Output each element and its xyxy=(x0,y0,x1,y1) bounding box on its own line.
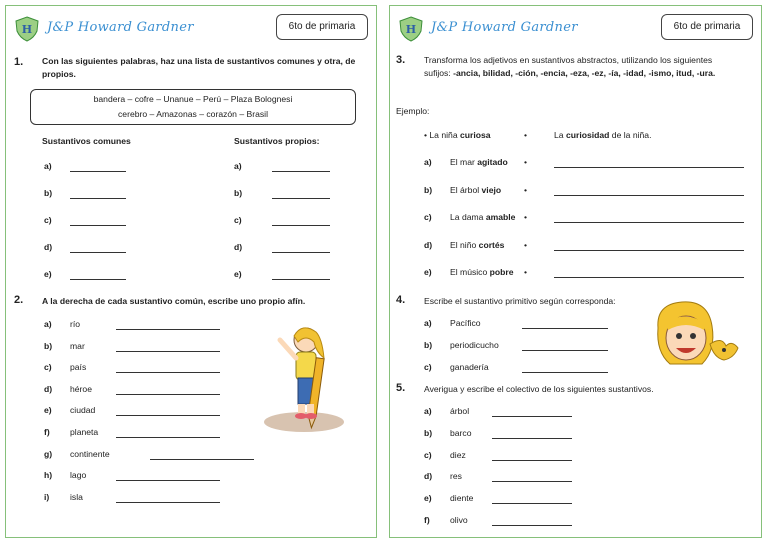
item-letter: d) xyxy=(44,383,53,394)
answer-row-common xyxy=(44,242,144,256)
item-letter: c) xyxy=(424,449,432,460)
logo-shield-icon xyxy=(14,16,40,42)
column-header-proper: Sustantivos propios: xyxy=(234,136,320,146)
bullet-icon: • xyxy=(524,239,528,250)
answer-row-common xyxy=(44,188,144,202)
question-prompt: Escribe el sustantivo primitivo según corresponda: xyxy=(424,296,616,306)
item-word: res xyxy=(450,471,462,482)
example-right-noun: curiosidad xyxy=(565,130,610,140)
answer-row xyxy=(44,405,264,419)
worksheet-page-left xyxy=(5,5,377,538)
answer-blank[interactable] xyxy=(150,459,254,460)
answer-row xyxy=(44,384,264,398)
item-word: diente xyxy=(450,493,474,504)
item-letter: a) xyxy=(44,319,52,329)
question-prompt-line: Transforma los adjetivos en sustantivos abstractos, utilizando los siguientes xyxy=(424,55,713,65)
example-left: • La niña curiosa xyxy=(424,130,491,140)
question-number: 5. xyxy=(396,382,406,394)
item-word: continente xyxy=(70,448,110,459)
answer-blank[interactable] xyxy=(554,222,744,223)
answer-blank[interactable] xyxy=(70,198,126,199)
answer-row-proper xyxy=(234,161,344,175)
answer-row-common xyxy=(44,269,144,283)
answer-row-proper xyxy=(234,188,344,202)
item-word: país xyxy=(70,362,87,373)
item-letter: b) xyxy=(424,427,433,438)
item-letter: b) xyxy=(424,340,433,350)
item-letter: e) xyxy=(424,267,432,277)
answer-row xyxy=(424,318,644,332)
item-letter: h) xyxy=(44,470,53,481)
example-left-adjective: curiosa xyxy=(460,130,491,140)
answer-blank[interactable] xyxy=(272,198,330,199)
item-phrase xyxy=(450,267,514,277)
answer-row xyxy=(44,449,264,463)
answer-blank[interactable] xyxy=(116,394,220,395)
item-letter: c) xyxy=(424,212,432,222)
answer-blank[interactable] xyxy=(116,502,220,503)
item-word: lago xyxy=(70,470,87,481)
brand-name: J&P Howard Gardner xyxy=(431,20,578,35)
prompt-prefix: sufijos: xyxy=(424,68,454,78)
item-word: héroe xyxy=(70,383,92,394)
item-phrase-text: El árbol xyxy=(450,184,482,195)
item-phrase-text: El mar xyxy=(450,157,478,167)
answer-row xyxy=(424,267,754,281)
answer-blank[interactable] xyxy=(272,171,330,172)
item-letter: a) xyxy=(234,161,242,171)
item-letter: c) xyxy=(44,362,52,373)
bullet-icon: • xyxy=(524,212,528,222)
answer-row xyxy=(424,406,624,420)
answer-blank[interactable] xyxy=(522,372,608,373)
answer-row xyxy=(424,428,624,442)
item-word: ciudad xyxy=(70,405,96,416)
bullet-icon: • xyxy=(524,184,528,195)
item-phrase-text: El niño xyxy=(450,239,479,250)
item-letter: d) xyxy=(424,471,433,482)
page-header xyxy=(398,14,753,44)
answer-row xyxy=(424,362,644,376)
item-letter: b) xyxy=(44,188,53,198)
answer-row-proper xyxy=(234,242,344,256)
item-letter: b) xyxy=(424,184,433,195)
item-letter: a) xyxy=(424,157,432,167)
answer-row xyxy=(424,450,624,464)
item-word: periodicucho xyxy=(450,340,499,350)
example-label: Ejemplo: xyxy=(396,106,430,116)
item-adjective: agitado xyxy=(477,157,508,167)
question-prompt: Averigua y escribe el colectivo de los siguientes sustantivos. xyxy=(424,384,654,394)
answer-blank[interactable] xyxy=(116,372,220,373)
logo-shield-icon xyxy=(398,16,424,42)
item-phrase xyxy=(450,240,504,250)
answer-row-proper xyxy=(234,215,344,229)
answer-row xyxy=(44,362,264,376)
svg-text:H: H xyxy=(21,23,33,36)
word-bank-line: cerebro – Amazonas – corazón – Brasil xyxy=(118,109,268,119)
item-word: olivo xyxy=(450,515,468,525)
answer-blank[interactable] xyxy=(116,415,220,416)
svg-text:H: H xyxy=(405,23,417,36)
item-adjective: viejo xyxy=(481,184,502,195)
item-letter: a) xyxy=(44,161,52,171)
bullet-icon: • xyxy=(524,130,528,140)
item-letter: d) xyxy=(234,242,243,252)
item-word: isla xyxy=(70,491,83,502)
item-letter: e) xyxy=(44,405,52,416)
answer-row-common xyxy=(44,215,144,229)
item-adjective: amable xyxy=(485,212,516,222)
answer-blank[interactable] xyxy=(70,279,126,280)
question-prompt: A la derecha de cada sustantivo común, escribe uno propio afín. xyxy=(42,296,306,306)
answer-row xyxy=(44,492,264,506)
bullet-icon: • xyxy=(524,157,528,167)
item-letter: b) xyxy=(234,188,243,198)
answer-row xyxy=(44,319,264,333)
answer-row xyxy=(424,493,624,507)
item-phrase-text: El músico xyxy=(450,267,490,277)
answer-row-proper xyxy=(234,269,344,283)
item-letter: a) xyxy=(424,406,432,416)
question-number: 2. xyxy=(14,294,24,306)
example-right xyxy=(554,130,651,140)
item-word: planeta xyxy=(70,427,99,437)
answer-blank[interactable] xyxy=(70,252,126,253)
question-prompt-line xyxy=(424,67,758,80)
answer-blank[interactable] xyxy=(554,250,744,251)
answer-row xyxy=(44,427,264,441)
answer-blank[interactable] xyxy=(116,329,220,330)
item-phrase xyxy=(450,185,501,195)
answer-row xyxy=(424,185,754,199)
question-number: 3. xyxy=(396,54,406,66)
grade-label: 6to de primaria xyxy=(661,14,753,40)
answer-row xyxy=(424,240,754,254)
answer-blank[interactable] xyxy=(522,350,608,351)
item-letter: b) xyxy=(44,340,53,351)
answer-row xyxy=(424,340,644,354)
answer-blank[interactable] xyxy=(70,171,126,172)
answer-row xyxy=(44,470,264,484)
answer-row xyxy=(424,212,754,226)
item-word: Pacífico xyxy=(450,318,481,328)
answer-blank[interactable] xyxy=(116,351,220,352)
answer-blank[interactable] xyxy=(492,460,572,461)
answer-blank[interactable] xyxy=(70,225,126,226)
answer-row xyxy=(424,515,624,529)
item-phrase-text: La dama xyxy=(450,212,486,222)
answer-blank[interactable] xyxy=(522,328,608,329)
question-prompt xyxy=(424,54,758,80)
item-phrase xyxy=(450,157,508,167)
example-row xyxy=(424,130,754,144)
girl-face-illustration xyxy=(652,298,744,374)
question-prompt: Con las siguientes palabras, haz una lista de sustantivos comunes y otra, de propios. xyxy=(42,56,356,79)
girl-pencil-illustration xyxy=(254,318,350,436)
answer-row xyxy=(424,157,754,171)
answer-blank[interactable] xyxy=(554,195,744,196)
answer-blank[interactable] xyxy=(492,525,572,526)
answer-blank[interactable] xyxy=(492,503,572,504)
item-adjective: pobre xyxy=(489,267,514,277)
item-phrase xyxy=(450,212,515,222)
item-word: árbol xyxy=(450,406,470,416)
brand-name: J&P Howard Gardner xyxy=(47,20,194,35)
item-letter: a) xyxy=(424,318,432,328)
answer-blank[interactable] xyxy=(116,437,220,438)
answer-blank[interactable] xyxy=(492,481,572,482)
column-header-common: Sustantivos comunes xyxy=(42,136,131,146)
worksheet-page-right xyxy=(389,5,762,538)
example-right-text: La xyxy=(554,130,566,140)
item-letter: f) xyxy=(44,427,50,437)
answer-blank[interactable] xyxy=(272,279,330,280)
answer-blank[interactable] xyxy=(554,167,744,168)
answer-row xyxy=(424,471,624,485)
item-word: diez xyxy=(450,449,466,460)
answer-blank[interactable] xyxy=(272,252,330,253)
item-letter: d) xyxy=(424,239,433,250)
item-word: río xyxy=(70,319,81,329)
item-letter: d) xyxy=(44,242,53,252)
answer-blank[interactable] xyxy=(492,416,572,417)
item-letter: e) xyxy=(234,269,242,279)
word-bank-line: bandera – cofre – Unanue – Perú – Plaza Bolognesi xyxy=(93,94,293,104)
item-letter: c) xyxy=(424,362,432,372)
answer-row xyxy=(44,341,264,355)
item-adjective: cortés xyxy=(478,239,505,250)
example-left-text: La niña xyxy=(429,130,460,140)
item-letter: e) xyxy=(44,269,52,279)
page-header xyxy=(14,14,368,44)
answer-blank[interactable] xyxy=(272,225,330,226)
question-number: 4. xyxy=(396,294,406,306)
suffix-list: -ancia, bilidad, -ción, -encia, -eza, -ez, -ía, -idad, -ismo, itud, -ura. xyxy=(453,68,716,78)
item-letter: c) xyxy=(234,215,242,225)
item-word: barco xyxy=(450,427,472,438)
item-word: mar xyxy=(70,340,85,351)
bullet-icon: • xyxy=(524,267,528,277)
item-letter: i) xyxy=(44,491,50,502)
answer-row-common xyxy=(44,161,144,175)
word-bank-box xyxy=(30,89,356,125)
item-letter: e) xyxy=(424,493,432,504)
item-letter: f) xyxy=(424,515,430,525)
example-right-text: de la niña. xyxy=(609,130,652,140)
grade-label: 6to de primaria xyxy=(276,14,368,40)
item-word: ganadería xyxy=(450,362,489,372)
answer-blank[interactable] xyxy=(116,480,220,481)
item-letter: c) xyxy=(44,215,52,225)
item-letter: g) xyxy=(44,448,53,459)
answer-blank[interactable] xyxy=(554,277,744,278)
question-number: 1. xyxy=(14,56,24,68)
answer-blank[interactable] xyxy=(492,438,572,439)
